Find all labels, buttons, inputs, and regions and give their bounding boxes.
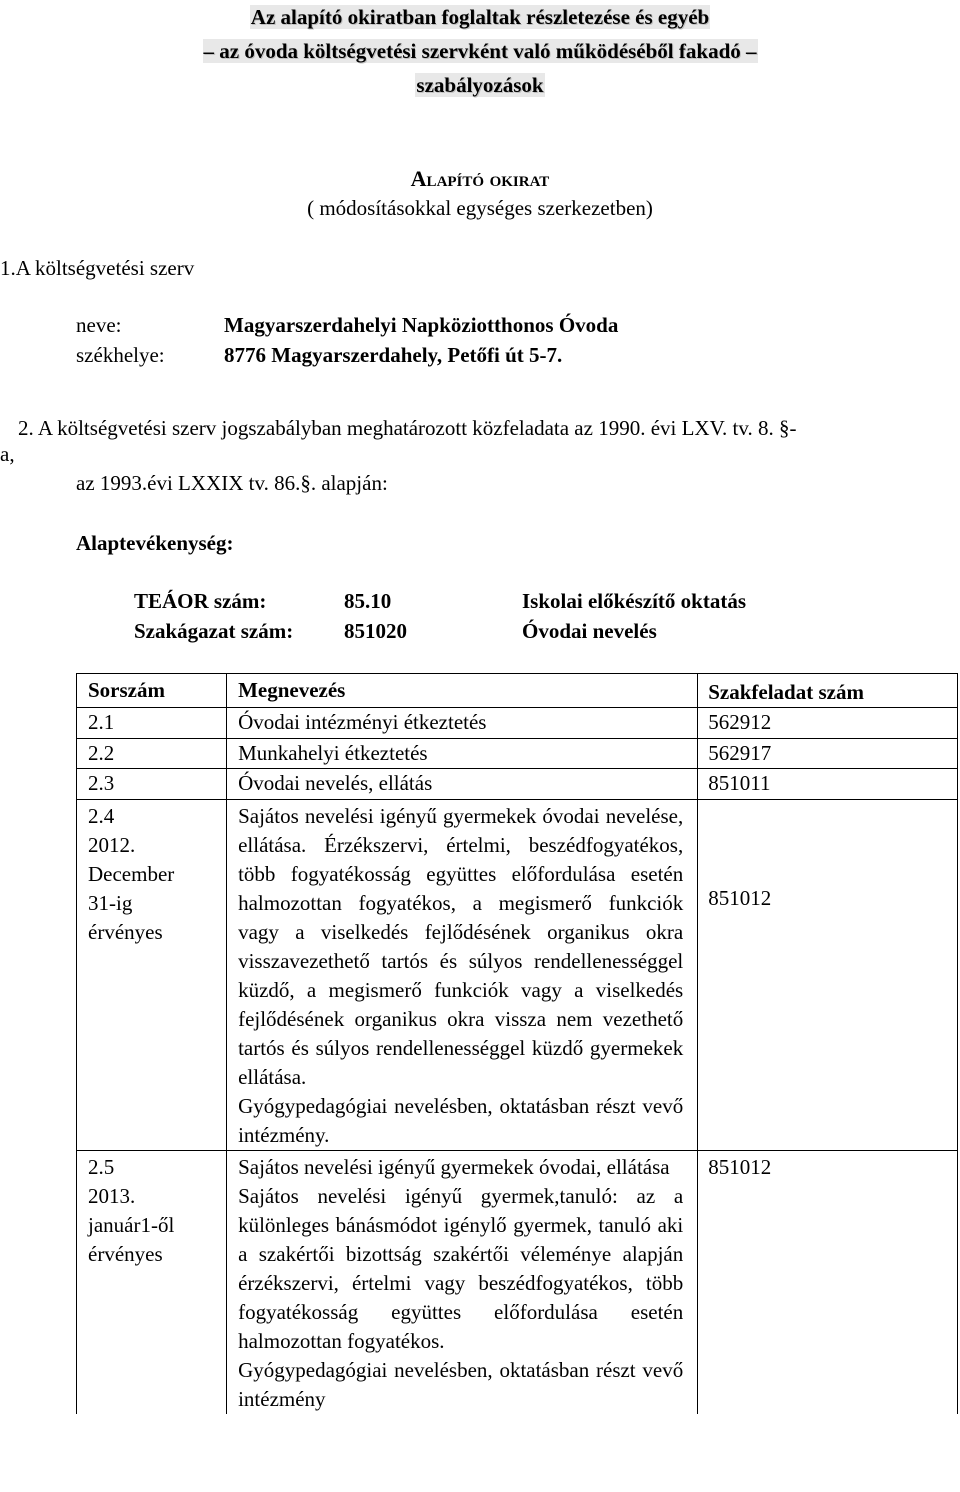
name-label: neve: [76,313,122,337]
branch-label: Szakágazat szám: [134,619,294,643]
title-line-3: szabályozások [416,73,544,97]
header-code: Szakfeladat szám [698,674,958,708]
activity-table [76,673,958,1414]
row4-no-cell [77,799,227,1150]
table-row [77,1150,958,1414]
row-no: 2.4 [88,803,115,828]
row5-no-cell [77,1150,227,1414]
section2-line1b: a, [0,442,15,466]
table-row [77,738,958,769]
row5-name-cell [227,1150,698,1414]
row-year: 2013. [88,1183,136,1208]
row-name-extra: Sajátos nevelési igényű gyermek,tanuló: az a különleges bánásmódot igénylő gyermek, tanuló aki a szakértői bizottság szakértői véleménye alapján érzékszervi, értelmi vagy beszédfogyatékos, több fogyatékosság együttes előfordulása esetén halmozottan fogyatékos. [238,1183,684,1353]
seat-label: székhelye: [76,343,165,367]
row-name: Munkahelyi étkeztetés [227,738,698,769]
title-line-2: – az óvoda költségvetési szervként való működéséből fakadó – [203,39,757,63]
row-valid: érvényes [88,1241,163,1266]
row-code: 562912 [698,708,958,739]
branch-value: 851020 [344,619,407,643]
row-name: Sajátos nevelési igényű gyermekek óvodai nevelése, ellátása. Érzékszervi, értelmi, beszédfogyatékos, több fogyatékosság együttes előfordulása esetén halmozottan fogyatékos, a megismerő funkciók vagy a viselkedés fejlődésének organikus okra visszavezethető tartós és súlyos rendellenességgel küzdő, a megismerő funkciók vagy a viselkedés fejlődésének organikus okra vissza nem vezethető tartós és súlyos rendellenességgel küzdő gyermekek ellátása. [238,803,684,1089]
doc-heading: Alapító okirat [410,166,550,191]
row-name: Óvodai intézményi étkeztetés [227,708,698,739]
row-code: 562917 [698,738,958,769]
activity-label: Alaptevékenység: [76,531,234,555]
header-no: Sorszám [77,674,227,708]
row-valid: 31-ig [88,890,133,915]
row-valid: érvényes [88,919,163,944]
row-valid: január1-ől [88,1212,175,1237]
row-name: Sajátos nevelési igényű gyermekek óvodai, ellátása [238,1154,670,1179]
row-no: 2.5 [88,1154,115,1179]
row-year: 2012. [88,832,136,857]
row-no: 2.1 [77,708,227,739]
table-row [77,799,958,1150]
row-name-extra: Gyógypedagógiai nevelésben, oktatásban részt vevő intézmény. [238,1093,684,1147]
row-name-extra: Gyógypedagógiai nevelésben, oktatásban részt vevő intézmény [238,1357,684,1411]
header-name: Megnevezés [227,674,698,708]
title-line-1: Az alapító okiratban foglaltak részletezése és egyéb [250,5,710,29]
table-row [77,769,958,800]
row-code: 851012 [698,799,958,1150]
row-code: 851012 [698,1150,958,1414]
row-no: 2.3 [77,769,227,800]
row-code: 851011 [698,769,958,800]
branch-desc: Óvodai nevelés [522,619,657,643]
row-name: Óvodai nevelés, ellátás [227,769,698,800]
row-valid: December [88,861,175,886]
seat-value: 8776 Magyarszerdahely, Petőfi út 5-7. [224,343,563,367]
section2-line2: az 1993.évi LXXIX tv. 86.§. alapján: [76,471,388,495]
document-title [0,0,960,102]
section2-line1: 2. A költségvetési szerv jogszabályban meghatározott közfeladata az 1990. évi LXV. tv. 8. §- [18,416,797,440]
teaor-value: 85.10 [344,589,392,613]
row-no: 2.2 [77,738,227,769]
table-header-row [77,674,958,708]
row4-name-cell [227,799,698,1150]
teaor-label: TEÁOR szám: [134,589,267,613]
section1-label: 1.A költségvetési szerv [0,256,195,280]
doc-subheading: ( módosításokkal egységes szerkezetben) [307,196,653,220]
name-value: Magyarszerdahelyi Napköziotthonos Óvoda [224,313,619,337]
table-row [77,708,958,739]
teaor-desc: Iskolai előkészítő oktatás [522,589,747,613]
